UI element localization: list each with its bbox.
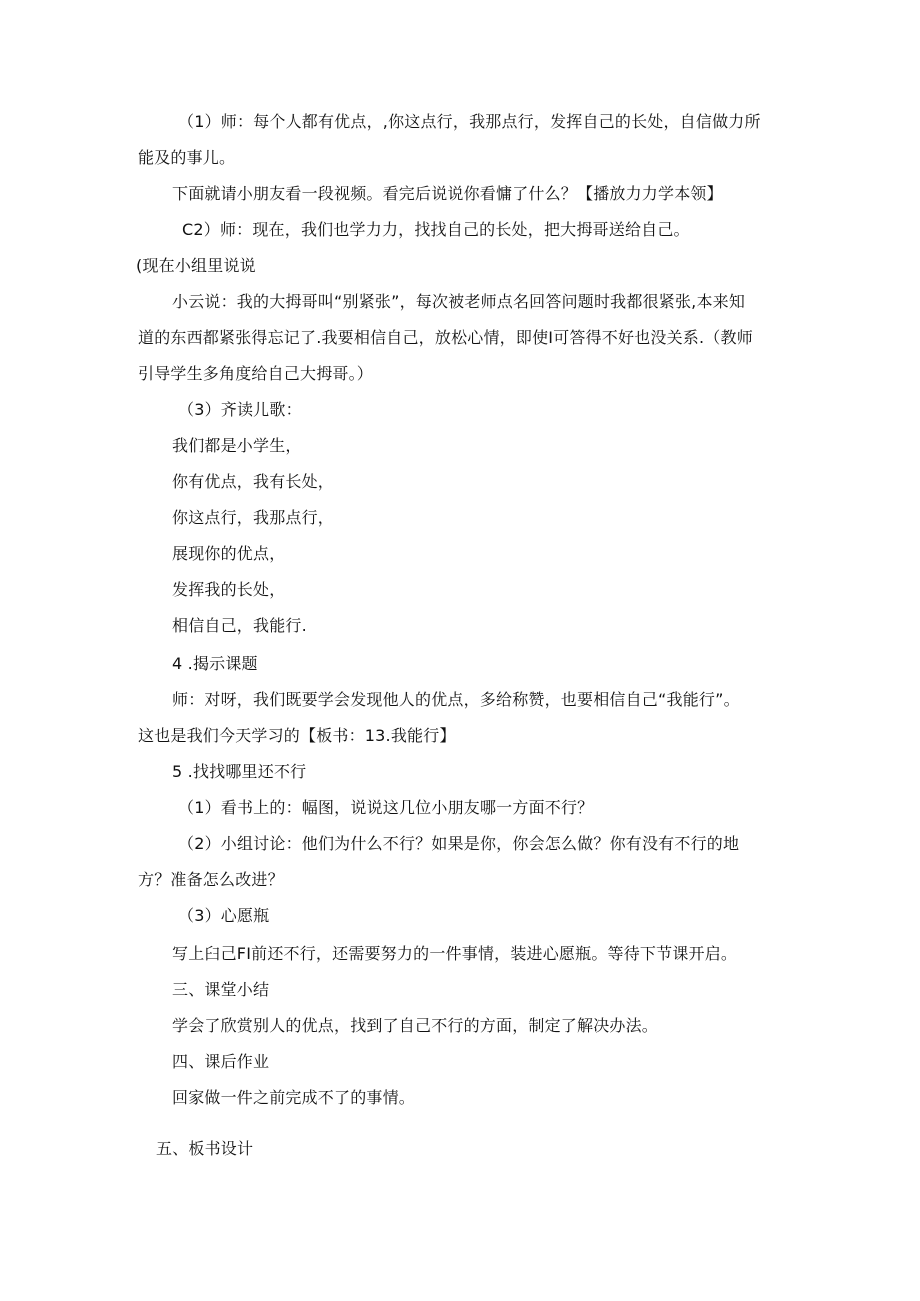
text-line: 学会了欣赏别人的优点，找到了自己不行的方面，制定了解决办法。: [172, 1016, 659, 1035]
text-line: （1）看书上的：幅图，说说这几位小朋友哪一方面不行？: [178, 798, 594, 817]
poem-line: 我们都是小学生，: [172, 436, 302, 455]
text-line: C2）师：现在，我们也学力力，找找自己的长处，把大拇哥送给自己。: [182, 220, 690, 239]
text-line: （1）师：每个人都有优点，,你这点行，我那点行，发挥自己的长处，自信做力所: [178, 112, 761, 131]
text-line: 方？准备怎么改进？: [138, 870, 284, 889]
text-line: 小云说：我的大拇哥叫“别紧张”，每次被老师点名回答问题时我都很紧张,本来知: [172, 292, 746, 311]
poem-line: 你有优点，我有长处，: [172, 472, 335, 491]
text-line: （3）心愿瓶: [178, 906, 270, 925]
text-line: （3）齐读儿歌：: [178, 400, 302, 419]
poem-line: 发挥我的长处，: [172, 580, 286, 599]
text-line: 写上臼己FI前还不行，还需要努力的一件事情，装进心愿瓶。等待下节课开启。: [172, 944, 738, 963]
section-heading: 四、课后作业: [172, 1052, 270, 1071]
section-heading: 4 .揭示课题: [172, 654, 258, 673]
text-line: 引导学生多角度给自己大拇哥。）: [138, 364, 374, 383]
poem-line: 展现你的优点，: [172, 544, 286, 563]
text-line: （2）小组讨论：他们为什么不行？如果是你，你会怎么做？你有没有不行的地: [178, 834, 740, 853]
text-line: 道的东西都紧张得忘记了.我要相信自己，放松心情，即使I可答得不好也没关系.（教师: [138, 328, 753, 347]
text-line: 这也是我们今天学习的【板书：13.我能行】: [138, 726, 456, 745]
poem-line: 你这点行，我那点行，: [172, 508, 335, 527]
text-line: 下面就请小朋友看一段视频。看完后说说你看慵了什么？【播放力力学本领】: [172, 184, 723, 203]
section-heading: 三、课堂小结: [172, 980, 270, 999]
section-heading: 5 .找找哪里还不行: [172, 762, 307, 781]
text-line: 回家做一件之前完成不了的事情。: [172, 1088, 416, 1107]
text-line: (现在小组里说说: [136, 256, 256, 275]
text-line: 能及的事儿。: [138, 148, 236, 167]
text-line: 师：对呀，我们既要学会发现他人的优点，多给称赞，也要相信自己“我能行”。: [172, 690, 740, 709]
poem-line: 相信自己，我能行.: [172, 616, 307, 635]
section-heading: 五、板书设计: [156, 1139, 254, 1158]
